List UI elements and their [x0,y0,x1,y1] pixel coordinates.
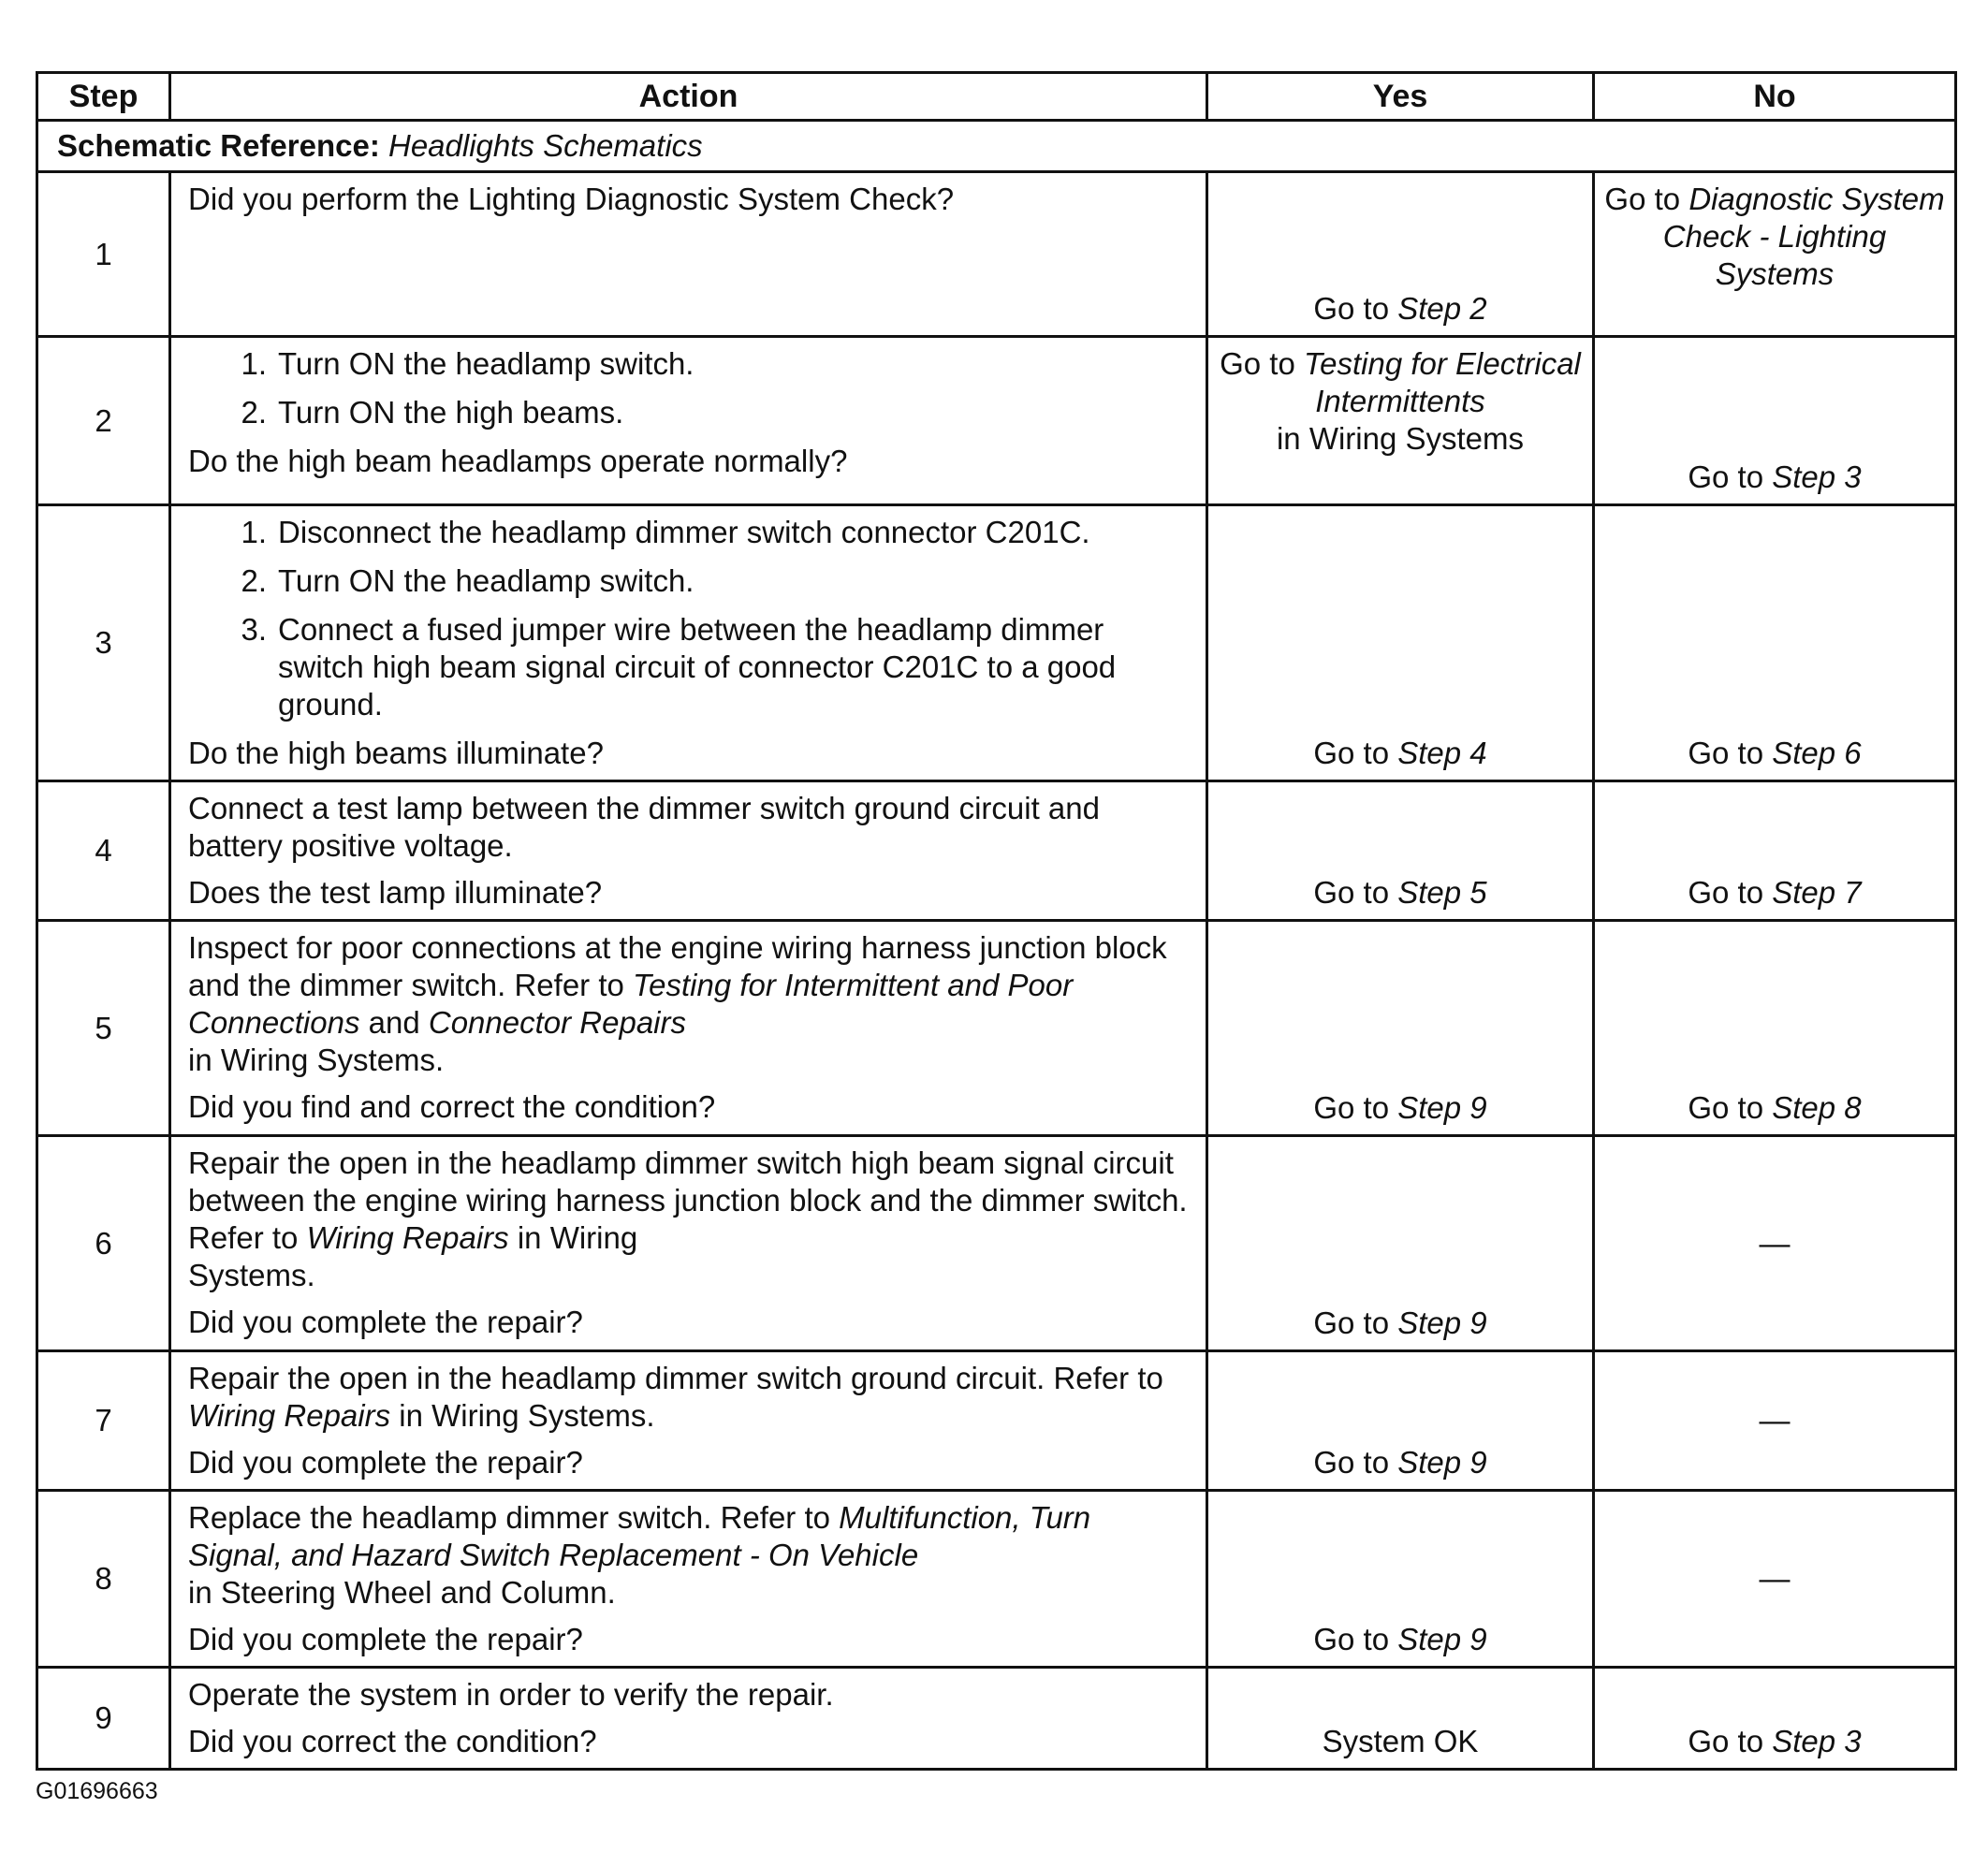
reference-link[interactable]: Wiring Repairs [306,1220,509,1255]
step-number: 1 [37,172,170,337]
yes-cell [1207,337,1594,505]
yes-cell [1207,1491,1594,1668]
step-number: 5 [37,921,170,1136]
yes-cell [1207,781,1594,921]
action-substep: 1. Disconnect the headlamp dimmer switch connector C201C. [241,515,1090,549]
action-cell [170,1351,1207,1491]
action-text: Inspect for poor connections at the engine wiring harness junction block and the dimmer switch. Refer to Testing for Intermittent and Poor Connections and Connector Repairs [188,930,1167,1040]
no-prefix: Go to [1688,1090,1764,1125]
no-link[interactable]: Diagnostic System Check - Lighting Systems [1662,182,1945,291]
table-row [37,337,1956,505]
action-text-cont: in Wiring Systems. [188,1043,445,1077]
yes-link[interactable]: Testing for Electrical Intermittents [1303,346,1581,418]
header-action: Action [170,73,1207,121]
diagnostic-table [36,71,1957,1771]
no-cell [1594,1136,1956,1351]
reference-link[interactable]: Multifunction, Turn Signal, and Hazard Switch Replacement - On Vehicle [188,1500,1091,1572]
action-question: Do the high beam headlamps operate normally? [188,444,848,478]
action-steps [188,345,1192,431]
action-question: Did you complete the repair? [188,1305,583,1339]
header-step: Step [37,73,170,121]
reference-link[interactable]: Wiring Repairs [188,1398,391,1433]
header-yes: Yes [1207,73,1594,121]
schematic-reference-link[interactable]: Headlights Schematics [388,128,703,163]
yes-cell [1207,505,1594,781]
action-substep: 2. Turn ON the high beams. [241,395,624,430]
no-dash: — [1759,1403,1791,1437]
action-text-cont: in Steering Wheel and Column. [188,1575,616,1610]
no-cell [1594,505,1956,781]
step-number: 2 [37,337,170,505]
table-row [37,921,1956,1136]
action-steps [188,514,1192,723]
no-prefix: Go to [1688,875,1764,910]
action-text: Repair the open in the headlamp dimmer switch high beam signal circuit between the engine wiring harness junction block and the dimmer switch. Refer to Wiring Repairs in Wiring [188,1145,1188,1255]
no-cell [1594,337,1956,505]
action-question: Do the high beams illuminate? [188,736,604,770]
yes-link[interactable]: Step 9 [1397,1445,1487,1480]
action-cell [170,505,1207,781]
yes-prefix: Go to [1313,875,1390,910]
table-row [37,172,1956,337]
yes-prefix: Go to [1313,1622,1390,1656]
action-text: Connect a test lamp between the dimmer switch ground circuit and battery positive voltage. [188,791,1100,863]
yes-link[interactable]: Step 4 [1397,736,1487,770]
action-cell [170,1491,1207,1668]
action-question: Did you correct the condition? [188,1724,597,1758]
action-question: Did you complete the repair? [188,1445,583,1480]
yes-cell [1207,172,1594,337]
yes-prefix: Go to [1313,291,1390,326]
no-cell [1594,921,1956,1136]
yes-link[interactable]: Step 9 [1397,1622,1487,1656]
no-dash: — [1759,1225,1791,1261]
yes-cell [1207,921,1594,1136]
action-cell [170,921,1207,1136]
yes-link[interactable]: Step 5 [1397,875,1487,910]
no-link[interactable]: Step 6 [1772,736,1862,770]
table-row [37,781,1956,921]
yes-prefix: Go to [1313,736,1390,770]
action-substep: 2. Turn ON the headlamp switch. [241,563,694,598]
step-number: 4 [37,781,170,921]
schematic-reference-row [37,121,1956,172]
no-dash: — [1759,1561,1791,1596]
step-number: 3 [37,505,170,781]
schematic-reference [37,121,1956,172]
step-number: 6 [37,1136,170,1351]
yes-cell [1207,1668,1594,1770]
action-text-cont: Systems. [188,1258,315,1292]
no-prefix: Go to [1688,459,1764,494]
yes-link[interactable]: Step 9 [1397,1305,1487,1340]
action-cell [170,1136,1207,1351]
table-row [37,1491,1956,1668]
no-cell [1594,1491,1956,1668]
no-cell [1594,1351,1956,1491]
reference-link[interactable]: Connector Repairs [428,1005,686,1040]
action-cell [170,172,1207,337]
action-cell [170,1668,1207,1770]
action-question: Does the test lamp illuminate? [188,875,603,910]
yes-suffix: in Wiring Systems [1276,421,1525,456]
action-question: Did you find and correct the condition? [188,1089,716,1124]
action-text: Operate the system in order to verify the repair. [188,1677,834,1712]
no-prefix: Go to [1688,736,1764,770]
reference-link[interactable]: Testing for Intermittent and Poor Connections [188,968,1074,1040]
yes-cell [1207,1136,1594,1351]
action-substep: 3. Connect a fused jumper wire between the headlamp dimmer switch high beam signal circuit of connector C201C to a good ground. [241,612,1117,722]
no-link[interactable]: Step 7 [1772,875,1862,910]
yes-cell [1207,1351,1594,1491]
no-link[interactable]: Step 3 [1772,459,1862,494]
table-row [37,505,1956,781]
yes-result: System OK [1322,1724,1479,1758]
action-substep: 1. Turn ON the headlamp switch. [241,346,694,381]
yes-prefix: Go to [1220,346,1295,381]
step-number: 7 [37,1351,170,1491]
no-prefix: Go to [1688,1724,1764,1758]
yes-prefix: Go to [1313,1090,1390,1125]
action-question: Did you perform the Lighting Diagnostic System Check? [188,182,955,216]
schematic-reference-label: Schematic Reference: [57,128,380,163]
figure-id: G01696663 [36,1778,158,1804]
yes-prefix: Go to [1313,1305,1390,1340]
step-number: 8 [37,1491,170,1668]
no-cell [1594,781,1956,921]
action-text: Repair the open in the headlamp dimmer switch ground circuit. Refer to Wiring Repairs in Wiring Systems. [188,1361,1163,1433]
yes-link[interactable]: Step 2 [1397,291,1487,326]
no-link[interactable]: Step 3 [1772,1724,1862,1758]
action-question: Did you complete the repair? [188,1622,583,1656]
no-cell [1594,1668,1956,1770]
table-row [37,1668,1956,1770]
no-prefix: Go to [1604,182,1681,216]
action-cell [170,337,1207,505]
step-number: 9 [37,1668,170,1770]
action-cell [170,781,1207,921]
table-row [37,1136,1956,1351]
no-cell [1594,172,1956,337]
header-no: No [1594,73,1956,121]
yes-prefix: Go to [1313,1445,1390,1480]
yes-link[interactable]: Step 9 [1397,1090,1487,1125]
header-row [37,73,1956,121]
action-text: Replace the headlamp dimmer switch. Refer to Multifunction, Turn Signal, and Hazard Switch Replacement - On Vehicle [188,1500,1091,1572]
table-row [37,1351,1956,1491]
no-link[interactable]: Step 8 [1772,1090,1862,1125]
